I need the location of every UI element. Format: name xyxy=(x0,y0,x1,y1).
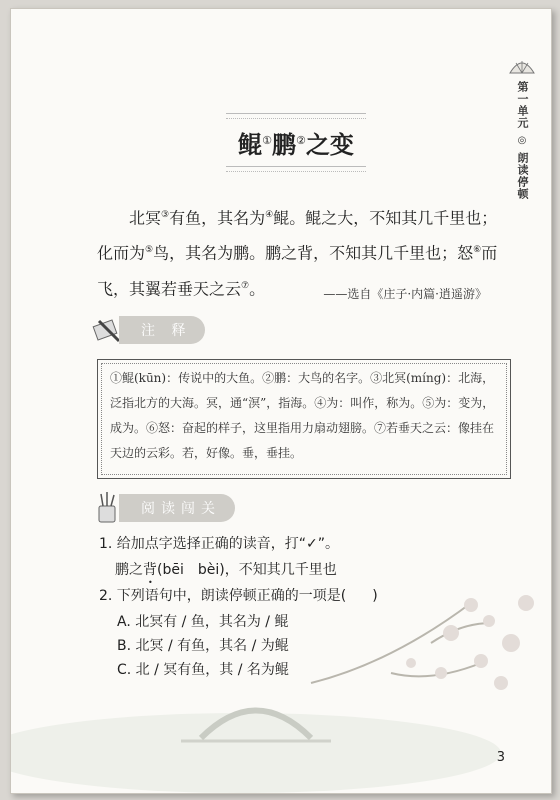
page-title: 鲲①鹏②之变 xyxy=(238,131,354,159)
question-1-item: 鹏之背 • (bēi bèi)，不知其几千里也 xyxy=(115,562,337,587)
reading-header-label: 阅读闯关 xyxy=(119,494,235,522)
unit-label: 第一单元 xyxy=(516,81,529,129)
notes-section-header xyxy=(91,315,205,345)
passage-source: ——选自《庄子·内篇·逍遥游》 xyxy=(323,287,487,301)
option-b: B. 北冥 / 有鱼，其名 / 为鲲 xyxy=(117,638,289,654)
notes-text: ①鲲(kūn)：传说中的大鱼。②鹏：大鸟的名字。③北冥(míng)：北海，泛指北方的大海。冥，通“溟”，指海。④为：叫作，称为。⑤为：变为，成为。⑥怒：奋起的样子，这里指用力扇动翅膀。⑦若垂天之云：像挂在天边的云彩。若，好像。垂，垂挂。 xyxy=(110,371,495,460)
unit-sidebar xyxy=(507,59,537,200)
title-divider-bottom xyxy=(226,166,366,172)
reading-section-header xyxy=(91,493,235,523)
question-2: 2. 下列语句中，朗读停顿正确的一项是( ) xyxy=(99,588,378,604)
question-1: 1. 给加点字选择正确的读音，打“✓”。 xyxy=(99,536,340,552)
option-a: A. 北冥有 / 鱼，其名为 / 鲲 xyxy=(117,614,289,630)
notes-box xyxy=(97,359,511,479)
topic-label: 朗读停顿 xyxy=(516,152,529,200)
textbook-page xyxy=(10,8,552,794)
page-number: 3 xyxy=(496,750,505,765)
title-divider-top xyxy=(226,113,366,119)
title-block xyxy=(226,113,366,172)
notes-header-label: 注 释 xyxy=(119,316,205,344)
separator-dot-icon: ◎ xyxy=(517,135,527,146)
dotted-character: 背 • xyxy=(143,562,157,587)
classical-passage: 北冥③有鱼，其名为④鲲。鲲之大，不知其几千里也；化而为⑤鸟，其名为鹏。鹏之背，不知其几千里也；怒⑥而飞，其翼若垂天之云⑦。 xyxy=(97,208,498,298)
fan-icon xyxy=(508,59,536,75)
option-c: C. 北 / 冥有鱼，其 / 名为鲲 xyxy=(117,662,289,678)
